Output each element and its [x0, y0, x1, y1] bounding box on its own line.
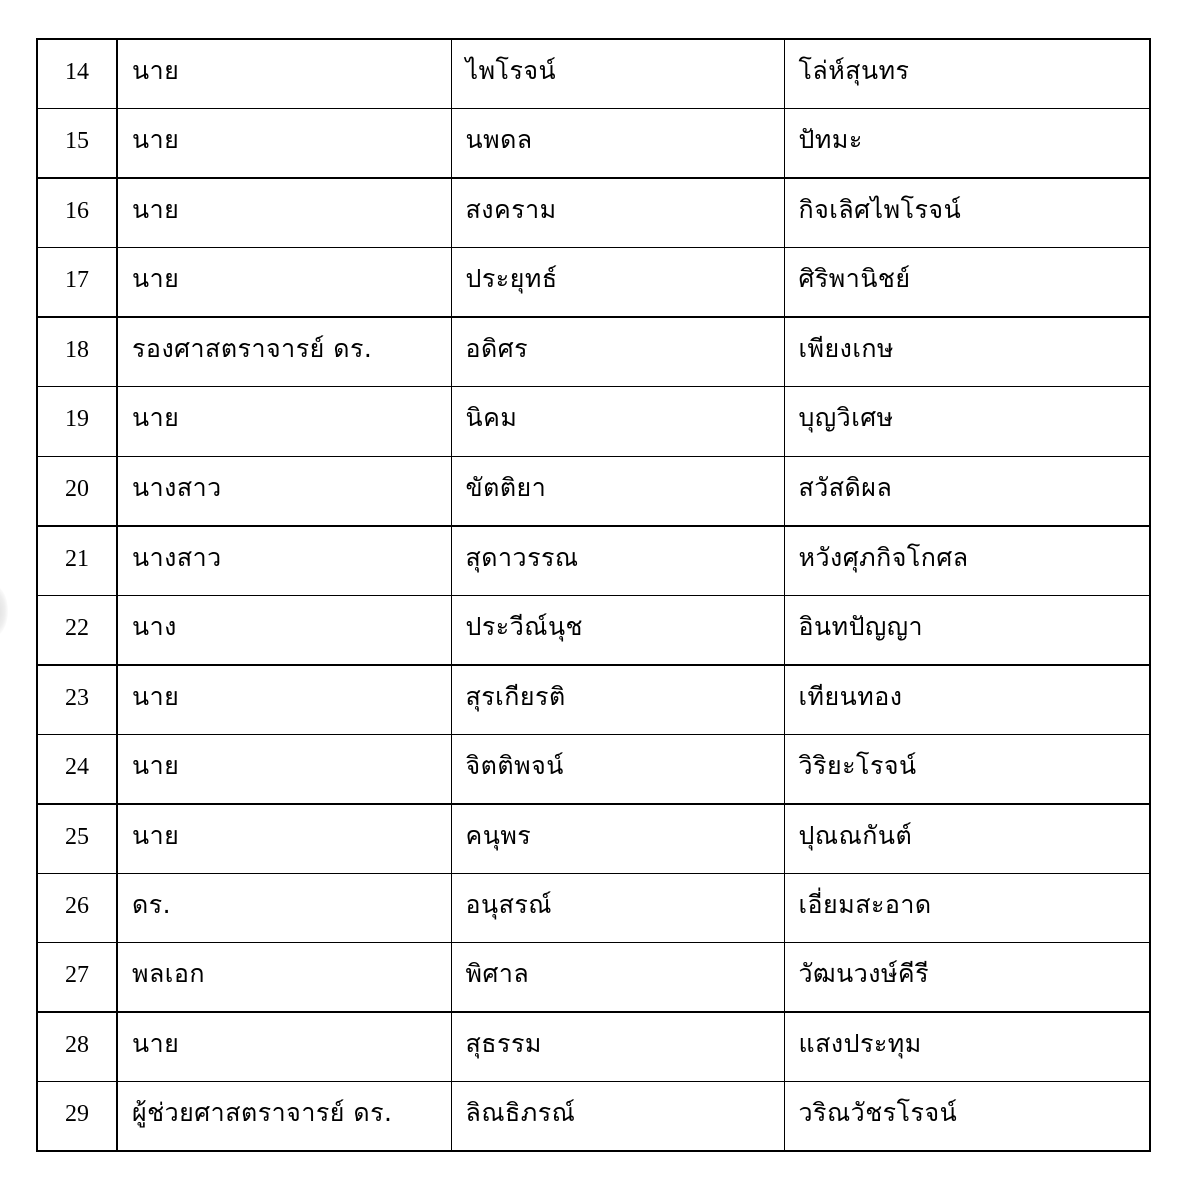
name-title: นาง: [117, 595, 451, 665]
row-number: 15: [37, 109, 117, 179]
last-name: เทียนทอง: [784, 665, 1150, 735]
name-title: นาย: [117, 804, 451, 874]
row-number: 22: [37, 595, 117, 665]
last-name: วัฒนวงษ์คีรี: [784, 943, 1150, 1013]
first-name: นิคม: [451, 387, 784, 457]
row-number: 29: [37, 1082, 117, 1152]
first-name: นพดล: [451, 109, 784, 179]
scan-artifact: [0, 585, 8, 637]
table-row: [37, 39, 1150, 109]
last-name: หวังศุภกิจโกศล: [784, 526, 1150, 596]
table-row: [37, 387, 1150, 457]
last-name: วริณวัชรโรจน์: [784, 1082, 1150, 1152]
last-name: แสงประทุม: [784, 1012, 1150, 1082]
name-title: นาย: [117, 248, 451, 318]
table-row: [37, 873, 1150, 943]
row-number: 24: [37, 734, 117, 804]
first-name: สุรเกียรติ: [451, 665, 784, 735]
last-name: เอี่ยมสะอาด: [784, 873, 1150, 943]
last-name: ศิริพานิชย์: [784, 248, 1150, 318]
table-row: [37, 456, 1150, 526]
name-title: นาย: [117, 178, 451, 248]
table-row: [37, 943, 1150, 1013]
last-name: โล่ห์สุนทร: [784, 39, 1150, 109]
table-row: [37, 526, 1150, 596]
last-name: บุญวิเศษ: [784, 387, 1150, 457]
name-title: ผู้ช่วยศาสตราจารย์ ดร.: [117, 1082, 451, 1152]
row-number: 25: [37, 804, 117, 874]
table-row: [37, 248, 1150, 318]
name-title: นาย: [117, 39, 451, 109]
last-name: วิริยะโรจน์: [784, 734, 1150, 804]
table-row: [37, 734, 1150, 804]
row-number: 19: [37, 387, 117, 457]
first-name: อนุสรณ์: [451, 873, 784, 943]
first-name: อดิศร: [451, 317, 784, 387]
first-name: ประยุทธ์: [451, 248, 784, 318]
first-name: ลิณธิภรณ์: [451, 1082, 784, 1152]
row-number: 18: [37, 317, 117, 387]
first-name: ขัตติยา: [451, 456, 784, 526]
name-roster-table: [36, 38, 1151, 1152]
table-row: [37, 1082, 1150, 1152]
row-number: 28: [37, 1012, 117, 1082]
last-name: กิจเลิศไพโรจน์: [784, 178, 1150, 248]
name-title: นาย: [117, 1012, 451, 1082]
table-row: [37, 1012, 1150, 1082]
first-name: พิศาล: [451, 943, 784, 1013]
name-title: พลเอก: [117, 943, 451, 1013]
name-title: นาย: [117, 387, 451, 457]
row-number: 27: [37, 943, 117, 1013]
first-name: สุดาวรรณ: [451, 526, 784, 596]
last-name: อินทปัญญา: [784, 595, 1150, 665]
name-title: นาย: [117, 665, 451, 735]
first-name: คนุพร: [451, 804, 784, 874]
table-row: [37, 317, 1150, 387]
row-number: 26: [37, 873, 117, 943]
table-row: [37, 804, 1150, 874]
first-name: ประวีณ์นุช: [451, 595, 784, 665]
table-row: [37, 595, 1150, 665]
name-title: รองศาสตราจารย์ ดร.: [117, 317, 451, 387]
row-number: 20: [37, 456, 117, 526]
name-title: นาย: [117, 734, 451, 804]
table-row: [37, 109, 1150, 179]
name-title: นางสาว: [117, 526, 451, 596]
first-name: ไพโรจน์: [451, 39, 784, 109]
row-number: 21: [37, 526, 117, 596]
first-name: จิตติพจน์: [451, 734, 784, 804]
name-title: นาย: [117, 109, 451, 179]
name-title: ดร.: [117, 873, 451, 943]
row-number: 14: [37, 39, 117, 109]
last-name: เพียงเกษ: [784, 317, 1150, 387]
table-row: [37, 178, 1150, 248]
row-number: 23: [37, 665, 117, 735]
first-name: สงคราม: [451, 178, 784, 248]
table-row: [37, 665, 1150, 735]
row-number: 17: [37, 248, 117, 318]
last-name: ปุณณกันต์: [784, 804, 1150, 874]
name-title: นางสาว: [117, 456, 451, 526]
first-name: สุธรรม: [451, 1012, 784, 1082]
last-name: สวัสดิผล: [784, 456, 1150, 526]
row-number: 16: [37, 178, 117, 248]
last-name: ปัทมะ: [784, 109, 1150, 179]
